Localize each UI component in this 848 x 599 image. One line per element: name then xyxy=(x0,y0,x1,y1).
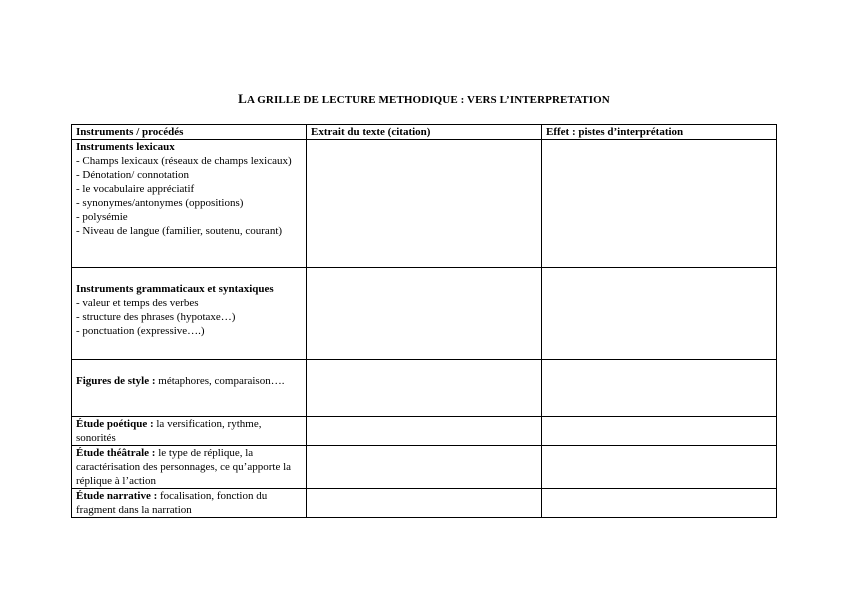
extrait-cell xyxy=(307,268,542,360)
reading-grid-table xyxy=(71,124,777,518)
effet-cell xyxy=(542,140,777,268)
effet-cell xyxy=(542,268,777,360)
table-row xyxy=(72,360,777,417)
row-heading: Étude narrative : xyxy=(76,490,158,502)
row-grammatical-cell xyxy=(72,268,307,360)
table-row xyxy=(72,268,777,360)
effet-cell xyxy=(542,489,777,518)
list-item: - structure des phrases (hypotaxe…) xyxy=(76,311,236,323)
list-item: - ponctuation (expressive….) xyxy=(76,325,205,337)
list-item: - Champs lexicaux (réseaux de champs lexicaux) xyxy=(76,155,292,167)
header-effet: Effet : pistes d’interprétation xyxy=(542,125,777,140)
row-text: le type de réplique, la caractérisation des personnages, ce qu’apporte la réplique à l’action xyxy=(76,447,292,487)
effet-cell xyxy=(542,417,777,446)
table-row xyxy=(72,140,777,268)
list-item: - Niveau de langue (familier, soutenu, courant) xyxy=(76,225,283,237)
table-row xyxy=(72,417,777,446)
header-instruments: Instruments / procédés xyxy=(72,125,307,140)
extrait-cell xyxy=(307,140,542,268)
page-title xyxy=(0,91,848,107)
table-row xyxy=(72,489,777,518)
row-text: la versification, rythme, sonorités xyxy=(76,418,262,444)
row-heading: Instruments lexicaux xyxy=(76,141,175,153)
row-text: métaphores, comparaison…. xyxy=(155,375,285,387)
page-title-initial: L xyxy=(238,91,247,106)
list-item: - le vocabulaire appréciatif xyxy=(76,183,195,195)
row-poetique-cell xyxy=(72,417,307,446)
row-heading: Instruments grammaticaux et syntaxiques xyxy=(76,283,274,295)
row-heading: Étude théâtrale : xyxy=(76,447,156,459)
page-title-rest: A GRILLE DE LECTURE METHODIQUE : VERS L’INTERPRETATION xyxy=(246,94,610,106)
extrait-cell xyxy=(307,446,542,489)
list-item: - synonymes/antonymes (oppositions) xyxy=(76,197,244,209)
table-header-row xyxy=(72,125,777,140)
row-theatrale-cell xyxy=(72,446,307,489)
header-extrait: Extrait du texte (citation) xyxy=(307,125,542,140)
row-heading: Figures de style : xyxy=(76,375,156,387)
row-narrative-cell xyxy=(72,489,307,518)
list-item: - Dénotation/ connotation xyxy=(76,169,190,181)
list-item: - valeur et temps des verbes xyxy=(76,297,199,309)
row-figures-cell xyxy=(72,360,307,417)
extrait-cell xyxy=(307,489,542,518)
table-row xyxy=(72,446,777,489)
extrait-cell xyxy=(307,360,542,417)
row-lexical-cell xyxy=(72,140,307,268)
effet-cell xyxy=(542,446,777,489)
row-text: focalisation, fonction du fragment dans la narration xyxy=(76,490,268,516)
effet-cell xyxy=(542,360,777,417)
extrait-cell xyxy=(307,417,542,446)
row-heading: Étude poétique : xyxy=(76,418,154,430)
list-item: - polysémie xyxy=(76,211,128,223)
